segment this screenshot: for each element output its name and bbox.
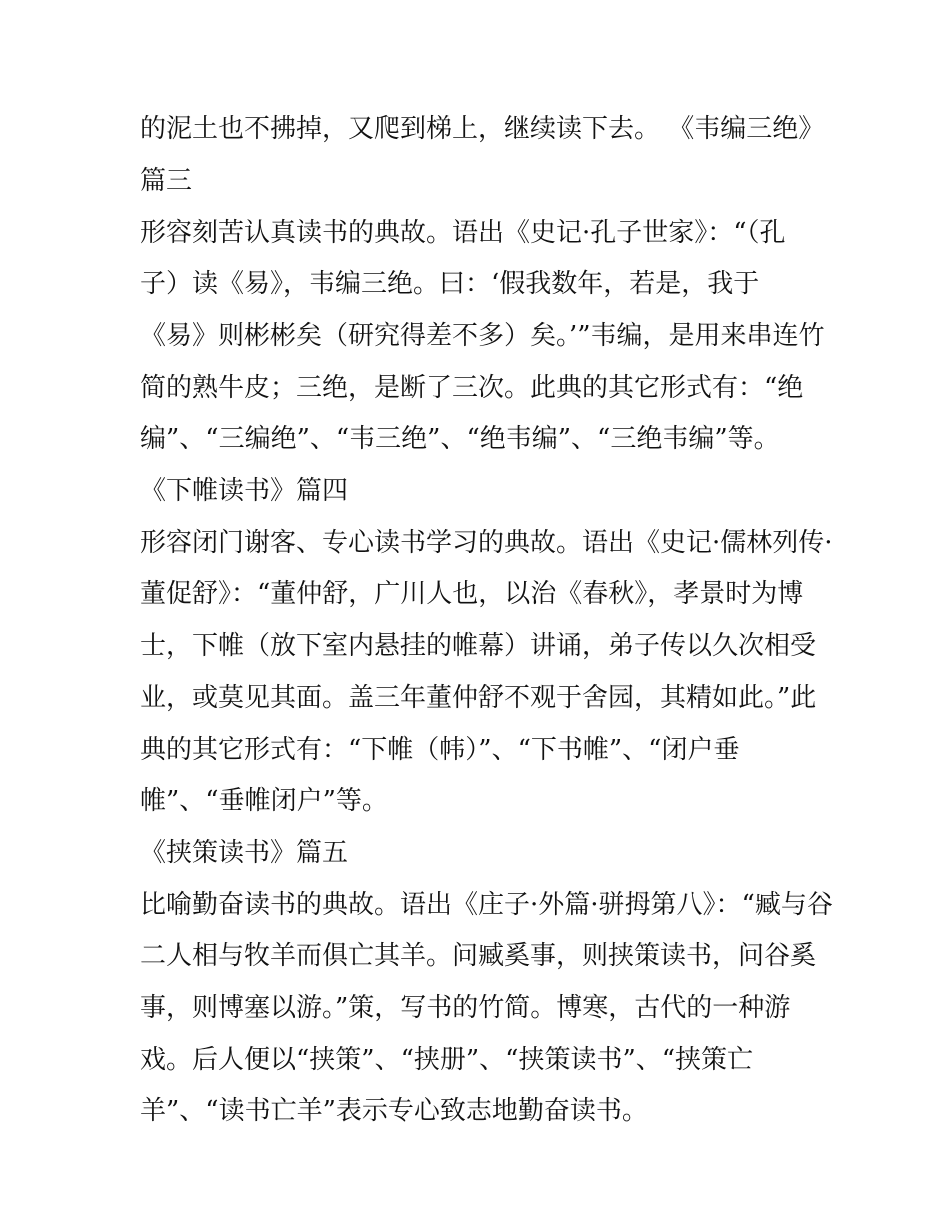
text-line: 比喻勤奋读书的典故。语出《庄子·外篇·骈拇第八》：“臧与谷 [140, 890, 833, 920]
text-line: 的泥土也不拂掉，又爬到梯上，继续读下去。 《韦编三绝》 [140, 114, 825, 144]
text-line: 《易》则彬彬矣（研究得差不多）矣。’”韦编，是用来串连竹 [140, 321, 825, 351]
text-line: 董促舒》：“董仲舒，广川人也，以治《春秋》，孝景时为博 [140, 579, 804, 609]
text-line: 简的熟牛皮；三绝，是断了三次。此典的其它形式有：“绝 [140, 373, 804, 403]
text-line: 业，或莫见其面。盖三年董仲舒不观于舍园，其精如此。”此 [140, 683, 817, 713]
text-line: 羊”、“读书亡羊”表示专心致志地勤奋读书。 [140, 1096, 648, 1126]
section-title: 篇三 [140, 166, 193, 196]
section-title: 《挟策读书》篇五 [140, 838, 349, 868]
text-line: 典的其它形式有：“下帷（帏）”、“下书帷”、“闭户垂 [140, 735, 740, 765]
text-line: 形容刻苦认真读书的典故。语出《史记·孔子世家》：“（孔 [140, 218, 786, 248]
text-line: 形容闭门谢客、专心读书学习的典故。语出《史记·儒林列传· [140, 528, 833, 558]
section-title: 《下帷读书》篇四 [140, 476, 349, 506]
text-line: 二人相与牧羊而俱亡其羊。问臧奚事，则挟策读书，问谷奚 [140, 941, 817, 971]
text-line: 事，则博塞以游。”策，写书的竹简。博寒，古代的一种游 [140, 993, 791, 1023]
text-line: 子）读《易》，韦编三绝。曰：‘假我数年，若是，我于 [140, 269, 760, 299]
text-line: 帷”、“垂帷闭户”等。 [140, 786, 388, 816]
text-line: 戏。后人便以“挟策”、“挟册”、“挟策读书”、“挟策亡 [140, 1045, 754, 1075]
text-line: 编”、“三编绝”、“韦三绝”、“绝韦编”、“三绝韦编”等。 [140, 424, 780, 454]
text-line: 士，下帷（放下室内悬挂的帷幕）讲诵，弟子传以久次相受 [140, 631, 817, 661]
